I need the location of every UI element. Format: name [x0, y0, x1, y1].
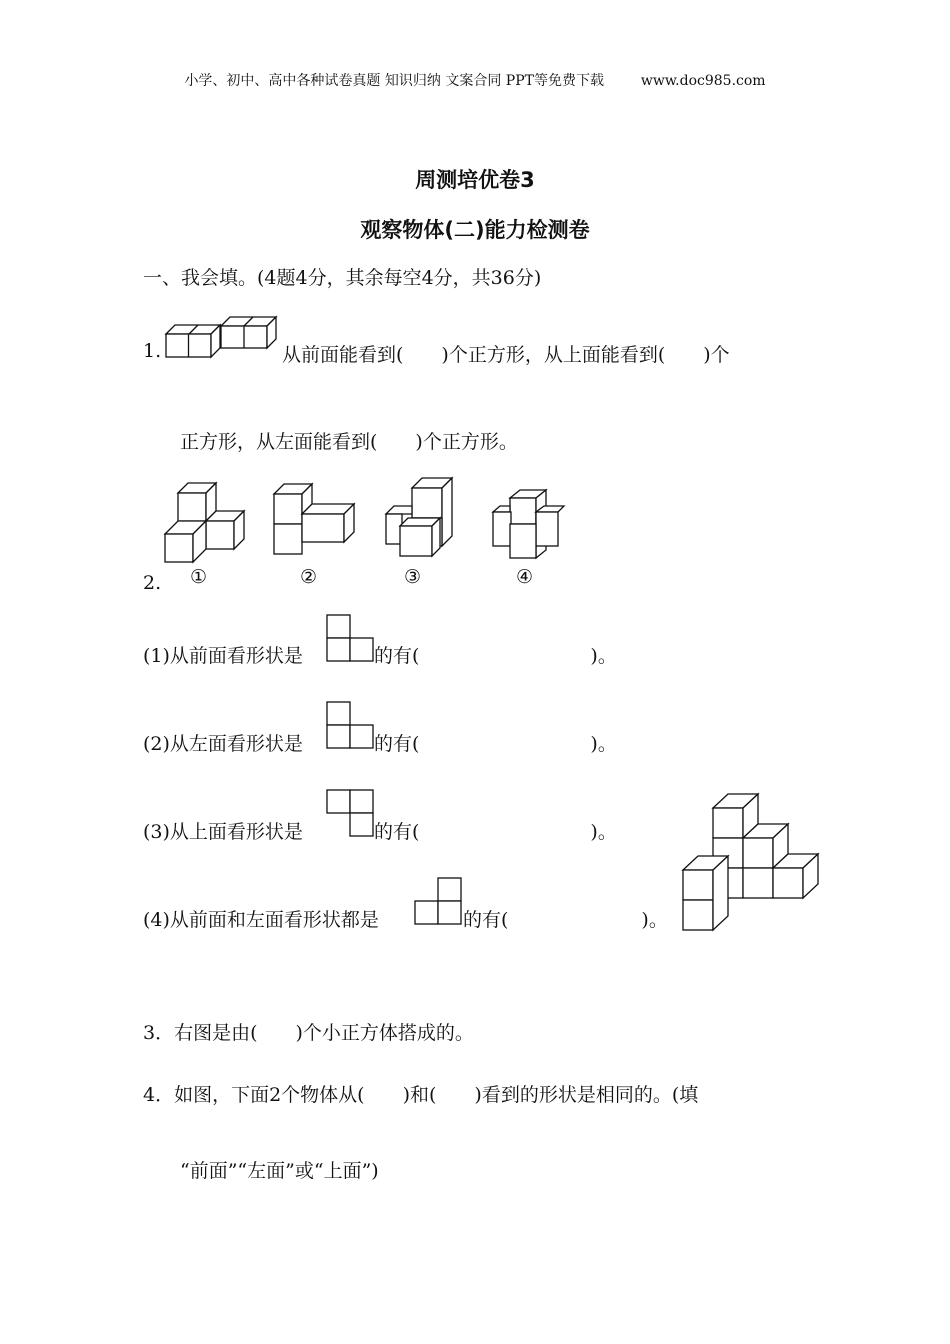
page-title: 周测培优卷3 — [415, 168, 535, 192]
section-heading: 一、我会填。(4题4分，其余每空4分，共36分) — [143, 267, 542, 289]
q4-text-line1: 4．如图，下面2个物体从( )和( )看到的形状是相同的。(填 — [143, 1084, 699, 1106]
q2-sub3-prefix: (3)从上面看形状是 — [143, 821, 303, 843]
q1-text-line1: 从前面能看到( )个正方形，从上面能看到( )个 — [282, 344, 730, 366]
q1-cube-row-figure — [162, 312, 282, 362]
q2-sub4-answer: 的有( )。 — [463, 909, 668, 931]
q2-figure-2 — [270, 478, 365, 558]
q2-sub4-shape — [414, 877, 464, 927]
q2-label-3: ③ — [404, 566, 422, 588]
page-header — [0, 70, 950, 90]
q3-text: 3．右图是由( )个小正方体搭成的。 — [143, 1022, 474, 1044]
q2-label-1: ① — [190, 566, 208, 588]
q1-text-line2: 正方形，从左面能看到( )个正方形。 — [180, 431, 518, 453]
q2-label-2: ② — [300, 566, 318, 588]
q3-cube-stack-figure — [678, 790, 823, 935]
q2-sub1-answer: 的有( )。 — [374, 645, 617, 667]
q2-number: 2. — [143, 572, 162, 594]
q1-number: 1. — [143, 340, 162, 362]
header-url: www.doc985.com — [640, 73, 766, 89]
q2-figure-1 — [160, 478, 255, 568]
q2-label-4: ④ — [516, 566, 534, 588]
q2-figure-4 — [488, 486, 568, 566]
q2-sub4-prefix: (4)从前面和左面看形状都是 — [143, 909, 379, 931]
q2-sub1-prefix: (1)从前面看形状是 — [143, 645, 303, 667]
q2-figure-3 — [380, 474, 460, 564]
q4-text-line2: “前面”“左面”或“上面”) — [180, 1160, 379, 1182]
header-text: 小学、初中、高中各种试卷真题 知识归纳 文案合同 PPT等免费下载 — [184, 73, 604, 89]
page-subtitle: 观察物体(二)能力检测卷 — [360, 218, 590, 242]
q2-sub2-shape — [326, 701, 374, 751]
q2-sub1-shape — [326, 614, 374, 664]
q2-sub3-shape — [326, 789, 374, 839]
q2-sub3-answer: 的有( )。 — [374, 821, 617, 843]
q2-sub2-prefix: (2)从左面看形状是 — [143, 733, 303, 755]
q2-sub2-answer: 的有( )。 — [374, 733, 617, 755]
